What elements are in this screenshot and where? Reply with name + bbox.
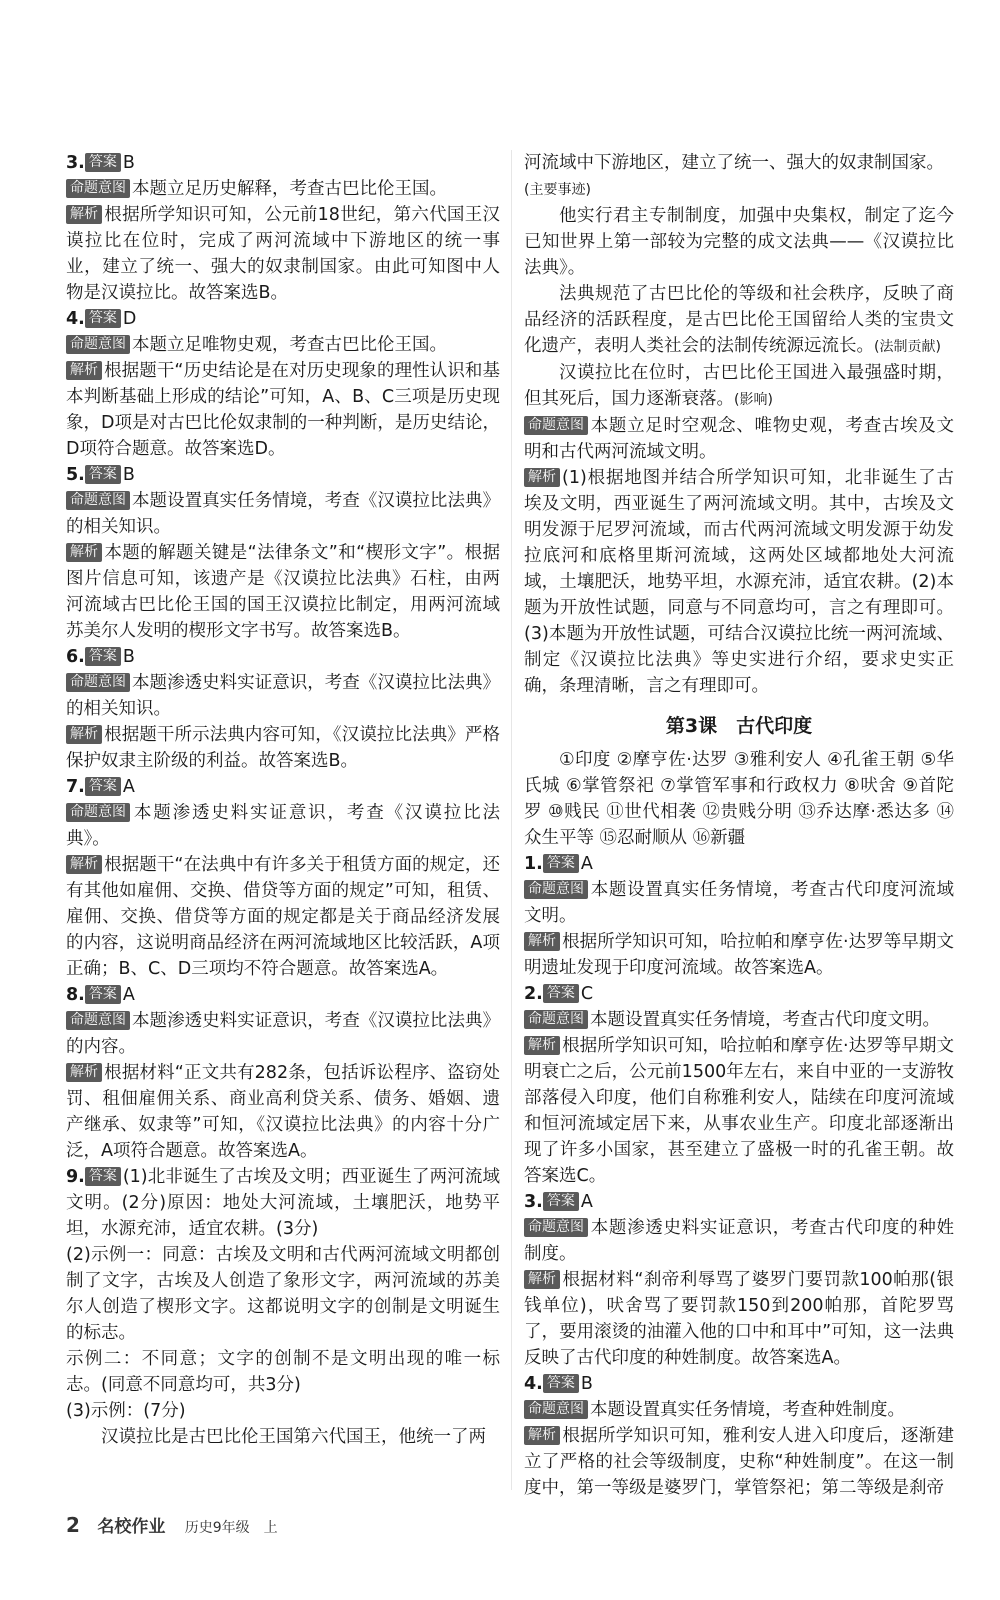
page-number: 2 xyxy=(66,1513,80,1537)
answer-text: B xyxy=(122,153,135,173)
intent-text: 本题立足历史解释，考查古巴比伦王国。 xyxy=(132,179,447,199)
intent-text: 本题立足时空观念、唯物史观，考查古埃及文明和古代两河流域文明。 xyxy=(524,416,954,462)
paragraph xyxy=(524,747,954,851)
question-number: 3. xyxy=(66,153,85,173)
question-number: 5. xyxy=(66,465,85,485)
analysis-tag: 解析 xyxy=(524,1270,560,1289)
intent-line xyxy=(66,1008,500,1060)
intent-text: 本题设置真实任务情境，考查《汉谟拉比法典》的相关知识。 xyxy=(66,491,500,537)
series-name: 名校作业 xyxy=(97,1517,166,1537)
intent-tag: 命题意图 xyxy=(524,1218,588,1237)
intent-tag: 命题意图 xyxy=(524,1010,588,1029)
body-text: ①印度 ②摩亨佐·达罗 ③雅利安人 ④孔雀王朝 ⑤华氏城 ⑥掌管祭祀 ⑦掌管军事和行政权力 ⑧吠舍 ⑨首陀罗 ⑩贱民 ⑪世代相袭 ⑫贵贱分明 ⑬乔达摩·悉达多 ⑭众生平等 ⑮忍耐顺从 ⑯新疆 xyxy=(524,750,954,848)
answer-line xyxy=(66,982,500,1008)
question-number: 4. xyxy=(66,309,85,329)
analysis-tag: 解析 xyxy=(524,468,560,487)
answer-line xyxy=(66,150,500,176)
intent-text: 本题渗透史料实证意识，考查《汉谟拉比法典》。 xyxy=(66,803,500,849)
annotation-note: (主要事迹) xyxy=(524,182,591,198)
intent-text: 本题立足唯物史观，考查古巴比伦王国。 xyxy=(132,335,447,355)
analysis-line xyxy=(524,929,954,981)
analysis-line xyxy=(66,722,500,774)
analysis-line xyxy=(66,852,500,982)
answer-line xyxy=(66,306,500,332)
analysis-line xyxy=(66,358,500,462)
annotation-note: (影响) xyxy=(734,392,773,408)
answer-tag: 答案 xyxy=(85,985,121,1004)
question-number: 9. xyxy=(66,1167,85,1187)
lesson-title: 第3课 古代印度 xyxy=(665,715,813,737)
analysis-tag: 解析 xyxy=(66,1063,102,1082)
answer-tag: 答案 xyxy=(543,1192,579,1211)
analysis-tag: 解析 xyxy=(524,1036,560,1055)
answer-line xyxy=(66,1164,500,1242)
analysis-text: 根据题干“在法典中有许多关于租赁方面的规定，还有其他如雇佣、交换、借贷等方面的规定”可知，租赁、雇佣、交换、借贷等方面的规定都是关于商品经济发展的内容，这说明商品经济在两河流域地区比较活跃，A项正确；B、C、D三项均不符合题意。故答案选A。 xyxy=(66,855,500,979)
answer-tag: 答案 xyxy=(85,309,121,328)
answer-text: A xyxy=(580,1192,593,1212)
paragraph xyxy=(524,150,954,176)
answer-text: B xyxy=(122,647,135,667)
answer-line xyxy=(524,1371,954,1397)
answer-tag: 答案 xyxy=(85,1167,121,1186)
answer-text: A xyxy=(122,985,135,1005)
analysis-text: 本题的解题关键是“法律条文”和“楔形文字”。根据图片信息可知，该遗产是《汉谟拉比法典》石柱，由两河流域古巴比伦王国的国王汉谟拉比制定，用两河流域苏美尔人发明的楔形文字书写。故答案选B。 xyxy=(66,543,500,641)
intent-text: 本题渗透史料实证意识，考查古代印度的种姓制度。 xyxy=(524,1218,954,1264)
question-number: 6. xyxy=(66,647,85,667)
analysis-line xyxy=(66,1060,500,1164)
intent-text: 本题设置真实任务情境，考查古代印度文明。 xyxy=(590,1010,940,1030)
intent-tag: 命题意图 xyxy=(66,803,130,822)
intent-line xyxy=(66,176,500,202)
analysis-text: 根据所学知识可知，哈拉帕和摩亨佐·达罗等早期文明衰亡之后，公元前1500年左右，来自中亚的一支游牧部落侵入印度，他们自称雅利安人，陆续在印度河流域和恒河流域定居下来，从事农业生产。印度北部逐渐出现了许多小国家，甚至建立了盛极一时的孔雀王朝。故答案选C。 xyxy=(524,1036,954,1186)
answer-text: A xyxy=(580,854,593,874)
answer-line xyxy=(66,644,500,670)
intent-tag: 命题意图 xyxy=(66,335,130,354)
intent-line xyxy=(524,1397,954,1423)
analysis-text: (1)根据地图并结合所学知识可知，北非诞生了古埃及文明，西亚诞生了两河流域文明。其中，古埃及文明发源于尼罗河流域，而古代两河流域文明发源于幼发拉底河和底格里斯河流域，这两处区域都地处大河流域，土壤肥沃，地势平坦，水源充沛，适宜农耕。(2)本题为开放性试题，同意与不同意均可，言之有理即可。(3)本题为开放性试题，可结合汉谟拉比统一两河流域、制定《汉谟拉比法典》等史实进行介绍，要求史实正确，条理清晰，言之有理即可。 xyxy=(524,468,954,696)
analysis-line xyxy=(524,465,954,699)
answer-text: B xyxy=(580,1374,593,1394)
column-divider xyxy=(511,150,512,1490)
intent-tag: 命题意图 xyxy=(66,673,130,692)
analysis-text: 根据题干所示法典内容可知，《汉谟拉比法典》严格保护奴隶主阶级的利益。故答案选B。 xyxy=(66,725,500,771)
intent-line xyxy=(66,670,500,722)
analysis-text: 根据材料“刹帝利辱骂了婆罗门要罚款100帕那(银钱单位)，吠舍骂了要罚款150到200帕那，首陀罗骂了，要用滚烫的油灌入他的口中和耳中”可知，这一法典反映了古代印度的种姓制度。故答案选A。 xyxy=(524,1270,954,1368)
intent-text: 本题渗透史料实证意识，考查《汉谟拉比法典》的相关知识。 xyxy=(66,673,500,719)
question-number: 3. xyxy=(524,1192,543,1212)
analysis-line xyxy=(524,1267,954,1371)
intent-tag: 命题意图 xyxy=(524,880,588,899)
body-text: 示例二：不同意；文字的创制不是文明出现的唯一标志。(同意不同意均可，共3分) xyxy=(66,1349,500,1395)
annotation-note: (法制贡献) xyxy=(874,339,941,355)
answer-line xyxy=(524,851,954,877)
answer-text: A xyxy=(122,777,135,797)
intent-text: 本题渗透史料实证意识，考查《汉谟拉比法典》的内容。 xyxy=(66,1011,500,1057)
page-footer xyxy=(66,1512,278,1537)
answer-text: B xyxy=(122,465,135,485)
paragraph xyxy=(524,203,954,281)
answer-line xyxy=(524,981,954,1007)
body-text: (3)示例：(7分) xyxy=(66,1401,186,1421)
answer-tag: 答案 xyxy=(543,984,579,1003)
intent-tag: 命题意图 xyxy=(66,491,130,510)
paragraph xyxy=(66,1424,500,1450)
intent-line xyxy=(66,800,500,852)
body-text: 汉谟拉比是古巴比伦王国第六代国王，他统一了两 xyxy=(101,1427,486,1447)
analysis-text: 根据题干“历史结论是在对历史现象的理性认识和基本判断基础上形成的结论”可知，A、B、C三项是历史现象，D项是对古巴比伦奴隶制的一种判断，是历史结论，D项符合题意。故答案选D。 xyxy=(66,361,500,459)
intent-line xyxy=(66,332,500,358)
body-text: 他实行君主专制制度，加强中央集权，制定了迄今已知世界上第一部较为完整的成文法典——《汉谟拉比法典》。 xyxy=(524,206,954,278)
analysis-tag: 解析 xyxy=(524,1426,560,1445)
answer-tag: 答案 xyxy=(543,854,579,873)
right-column xyxy=(524,150,954,1501)
paragraph xyxy=(66,1398,500,1424)
question-number: 8. xyxy=(66,985,85,1005)
answer-line xyxy=(66,774,500,800)
intent-line xyxy=(66,488,500,540)
intent-line xyxy=(524,1007,954,1033)
analysis-tag: 解析 xyxy=(66,361,102,380)
answer-tag: 答案 xyxy=(543,1374,579,1393)
analysis-line xyxy=(66,202,500,306)
intent-line xyxy=(524,877,954,929)
analysis-tag: 解析 xyxy=(524,932,560,951)
question-number: 1. xyxy=(524,854,543,874)
answer-tag: 答案 xyxy=(85,777,121,796)
analysis-tag: 解析 xyxy=(66,205,102,224)
analysis-text: 根据材料“正文共有282条，包括诉讼程序、盗窃处罚、租佃雇佣关系、商业高利贷关系、债务、婚姻、遗产继承、奴隶等”可知，《汉谟拉比法典》的内容十分广泛，A项符合题意。故答案选A。 xyxy=(66,1063,500,1161)
paragraph xyxy=(66,1346,500,1398)
answer-text: (1)北非诞生了古埃及文明；西亚诞生了两河流域文明。(2分)原因：地处大河流域，土壤肥沃，地势平坦，水源充沛，适宜农耕。(3分) xyxy=(66,1167,500,1239)
left-column xyxy=(66,150,500,1450)
answer-tag: 答案 xyxy=(85,465,121,484)
analysis-line xyxy=(524,1033,954,1189)
question-number: 4. xyxy=(524,1374,543,1394)
intent-tag: 命题意图 xyxy=(66,179,130,198)
intent-tag: 命题意图 xyxy=(524,416,588,435)
intent-text: 本题设置真实任务情境，考查古代印度河流域文明。 xyxy=(524,880,954,926)
analysis-text: 根据所学知识可知，公元前18世纪，第六代国王汉谟拉比在位时，完成了两河流域中下游地区的统一事业，建立了统一、强大的奴隶制国家。由此可知图中人物是汉谟拉比。故答案选B。 xyxy=(66,205,500,303)
body-text: 汉谟拉比在位时，古巴比伦王国进入最强盛时期，但其死后，国力逐渐衰落。 xyxy=(524,363,954,409)
analysis-line xyxy=(66,540,500,644)
paragraph xyxy=(524,176,954,203)
question-number: 2. xyxy=(524,984,543,1004)
intent-tag: 命题意图 xyxy=(66,1011,130,1030)
paragraph xyxy=(66,1242,500,1346)
question-number: 7. xyxy=(66,777,85,797)
analysis-text: 根据所学知识可知，哈拉帕和摩亨佐·达罗等早期文明遗址发现于印度河流域。故答案选A。 xyxy=(524,932,954,978)
body-text: 法典规范了古巴比伦的等级和社会秩序，反映了商品经济的活跃程度，是古巴比伦王国留给人类的宝贵文化遗产，表明人类社会的法制传统源远流长。 xyxy=(524,284,954,356)
intent-line xyxy=(524,1215,954,1267)
subject-grade: 历史9年级 上 xyxy=(184,1520,278,1536)
paragraph xyxy=(524,281,954,360)
answer-text: D xyxy=(122,309,137,329)
analysis-tag: 解析 xyxy=(66,725,102,744)
body-text: (2)示例一：同意：古埃及文明和古代两河流域文明都创制了文字，古埃及人创造了象形文字，两河流域的苏美尔人创造了楔形文字。这都说明文字的创制是文明诞生的标志。 xyxy=(66,1245,500,1343)
intent-line xyxy=(524,413,954,465)
answer-tag: 答案 xyxy=(85,153,121,172)
answer-tag: 答案 xyxy=(85,647,121,666)
analysis-tag: 解析 xyxy=(66,543,102,562)
answer-line xyxy=(66,462,500,488)
analysis-text: 根据所学知识可知，雅利安人进入印度后，逐渐建立了严格的社会等级制度，史称“种姓制度”。在这一制度中，第一等级是婆罗门，掌管祭祀；第二等级是刹帝 xyxy=(524,1426,954,1498)
answer-text: C xyxy=(580,984,594,1004)
analysis-line xyxy=(524,1423,954,1501)
analysis-tag: 解析 xyxy=(66,855,102,874)
body-text: 河流域中下游地区，建立了统一、强大的奴隶制国家。 xyxy=(524,153,944,173)
intent-tag: 命题意图 xyxy=(524,1400,588,1419)
intent-text: 本题设置真实任务情境，考查种姓制度。 xyxy=(590,1400,905,1420)
paragraph xyxy=(524,360,954,413)
answer-line xyxy=(524,1189,954,1215)
